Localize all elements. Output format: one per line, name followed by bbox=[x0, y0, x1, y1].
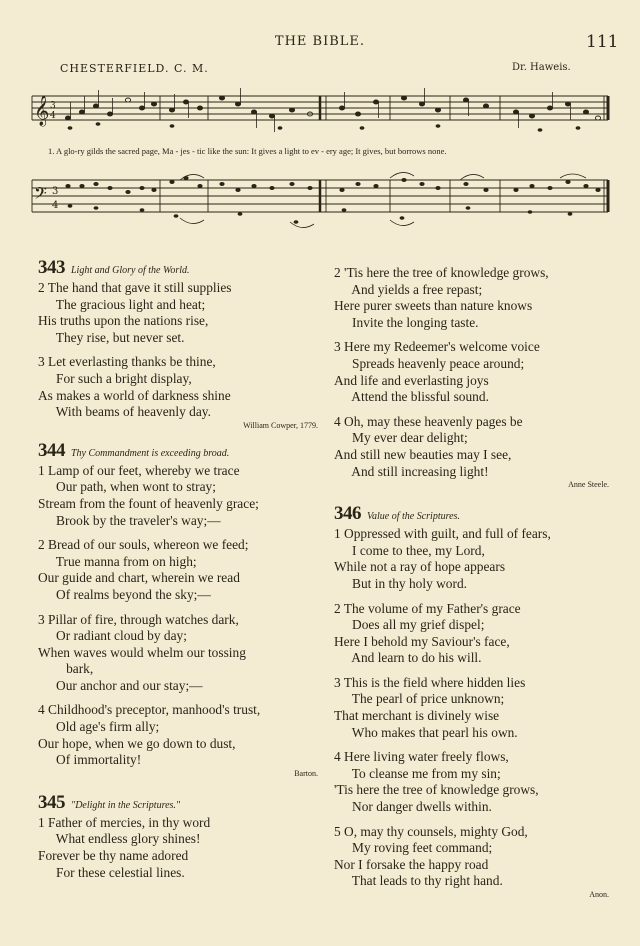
verse-line: I come to thee, my Lord, bbox=[342, 542, 485, 558]
tune-composer: Dr. Haweis. bbox=[512, 62, 571, 73]
verse-line: Nor I forsake the happy road bbox=[334, 856, 489, 872]
verse-line: They rise, but never set. bbox=[46, 329, 185, 345]
verse-line: 2 Bread of our souls, whereon we feed; bbox=[38, 537, 249, 553]
verse-line: Or radiant cloud by day; bbox=[46, 628, 187, 644]
verse-line: Here I behold my Saviour's face, bbox=[334, 633, 510, 649]
verse-line: As makes a world of darkness shine bbox=[38, 387, 231, 403]
hymn-number: 345 bbox=[38, 791, 65, 813]
verse-line: For such a bright display, bbox=[46, 370, 192, 386]
treble-staff-icon bbox=[30, 88, 615, 144]
verse-line: For these celestial lines. bbox=[46, 864, 185, 880]
verse-line: Brook by the traveler's way;— bbox=[46, 512, 221, 528]
tune-name: CHESTERFIELD. C. M. bbox=[60, 62, 209, 75]
attribution: Barton. bbox=[294, 768, 318, 778]
verse-line: True manna from on high; bbox=[46, 553, 197, 569]
stanza bbox=[334, 675, 609, 741]
verse-line: Old age's firm ally; bbox=[46, 719, 160, 735]
hymn-title: Value of the Scriptures. bbox=[367, 511, 460, 523]
hymn-number: 346 bbox=[334, 503, 361, 525]
verse-line: 3 Pillar of fire, through watches dark, bbox=[38, 611, 239, 627]
svg-text:3: 3 bbox=[50, 101, 56, 111]
hymn-number: 343 bbox=[38, 257, 65, 278]
verse-line: 4 Here living water freely flows, bbox=[334, 749, 509, 765]
hymn-number: 344 bbox=[38, 439, 65, 461]
svg-text:𝄢: 𝄢 bbox=[34, 183, 47, 207]
verse-line: His truths upon the nations rise, bbox=[38, 313, 209, 329]
stanza bbox=[334, 265, 609, 331]
hymn-title: Thy Commandment is exceeding broad. bbox=[71, 447, 230, 459]
verse-line: The pearl of price unknown; bbox=[342, 691, 505, 707]
verse-line: 3 This is the field where hidden lies bbox=[334, 674, 526, 690]
verse-line: Here purer sweets than nature knows bbox=[334, 298, 533, 314]
attribution: William Cowper, 1779. bbox=[243, 420, 318, 430]
verse-line: 1 Oppressed with guilt, and full of fears, bbox=[334, 526, 551, 542]
verse-line: That merchant is divinely wise bbox=[334, 708, 500, 724]
verse-line: 1 Lamp of our feet, whereby we trace bbox=[38, 462, 240, 478]
stanza bbox=[38, 702, 318, 768]
verse-line: Attend the blissful sound. bbox=[342, 389, 489, 405]
verse-line: The gracious light and heat; bbox=[46, 296, 206, 312]
verse-line: Our guide and chart, wherein we read bbox=[38, 570, 240, 586]
verse-line: My ever dear delight; bbox=[342, 430, 468, 446]
stanza bbox=[38, 280, 318, 346]
left-column bbox=[38, 257, 318, 881]
page-number: 111 bbox=[586, 32, 619, 52]
verse-line: Of realms beyond the sky;— bbox=[46, 586, 211, 602]
verse-line: And still increasing light! bbox=[342, 463, 489, 479]
svg-text:3: 3 bbox=[52, 186, 59, 197]
verse-line: Of immortality! bbox=[46, 752, 142, 768]
verse-line: Our path, when wont to stray; bbox=[46, 479, 216, 495]
right-column bbox=[334, 265, 609, 902]
verse-line: And life and everlasting joys bbox=[334, 372, 489, 388]
stanza bbox=[38, 463, 318, 529]
stanza bbox=[334, 824, 609, 890]
verse-line: When waves would whelm our tossing bbox=[38, 644, 246, 660]
running-title: THE BIBLE. bbox=[274, 34, 366, 49]
verse-line: Who makes that pearl his own. bbox=[342, 724, 518, 740]
verse-line: While not a ray of hope appears bbox=[334, 559, 506, 575]
verse-line: Nor danger dwells within. bbox=[342, 799, 492, 815]
verse-line: 4 Childhood's preceptor, manhood's trust, bbox=[38, 702, 261, 718]
verse-line: Invite the longing taste. bbox=[342, 314, 479, 330]
verse-line: What endless glory shines! bbox=[46, 831, 201, 847]
verse-line: My roving feet command; bbox=[342, 840, 493, 856]
stanza bbox=[38, 354, 318, 420]
verse-line: 3 Here my Redeemer's welcome voice bbox=[334, 339, 540, 355]
verse-line: With beams of heavenly day. bbox=[46, 404, 211, 420]
stanza bbox=[38, 612, 318, 695]
stanza bbox=[334, 601, 609, 667]
verse-line: 2 'Tis here the tree of knowledge grows, bbox=[334, 265, 549, 280]
verse-line: 5 O, may thy counsels, mighty God, bbox=[334, 823, 528, 839]
verse-line: To cleanse me from my sin; bbox=[342, 765, 501, 781]
hymn-title: Light and Glory of the World. bbox=[71, 265, 190, 276]
verse-line: Our anchor and our stay;— bbox=[46, 677, 203, 693]
verse-line: And still new beauties may I see, bbox=[334, 446, 512, 462]
bass-staff-icon bbox=[30, 168, 615, 238]
attribution: Anon. bbox=[589, 890, 609, 899]
svg-text:4: 4 bbox=[50, 111, 56, 121]
verse-line: Spreads heavenly peace around; bbox=[342, 355, 525, 371]
verse-line: And learn to do his will. bbox=[342, 650, 482, 666]
verse-line: 2 The hand that gave it still supplies bbox=[38, 280, 232, 295]
verse-line: Our hope, when we go down to dust, bbox=[38, 735, 236, 751]
verse-line: 2 The volume of my Father's grace bbox=[334, 600, 521, 616]
verse-line: 1 Father of mercies, in thy word bbox=[38, 814, 211, 830]
verse-line: 4 Oh, may these heavenly pages be bbox=[334, 413, 523, 429]
hymn-343-heading bbox=[38, 257, 318, 280]
stanza bbox=[38, 815, 318, 881]
stanza bbox=[334, 339, 609, 405]
stanza bbox=[334, 749, 609, 815]
hymn-346-heading bbox=[334, 503, 609, 526]
attribution: Anne Steele. bbox=[568, 480, 609, 490]
svg-text:𝄞: 𝄞 bbox=[34, 96, 50, 126]
verse-line: Forever be thy name adored bbox=[38, 848, 189, 864]
verse-line: But in thy holy word. bbox=[342, 575, 467, 591]
verse-line: Does all my grief dispel; bbox=[342, 617, 485, 633]
verse-line: That leads to thy right hand. bbox=[342, 873, 503, 889]
svg-text:4: 4 bbox=[52, 200, 59, 211]
stanza bbox=[334, 414, 609, 480]
hymn-345-heading bbox=[38, 791, 318, 815]
stanza bbox=[334, 526, 609, 592]
hymn-344-heading bbox=[38, 439, 318, 463]
verse-line: 'Tis here the tree of knowledge grows, bbox=[334, 782, 539, 798]
verse-line: bark, bbox=[46, 661, 94, 677]
verse-line: Stream from the fount of heavenly grace; bbox=[38, 495, 259, 511]
hymn-title: "Delight in the Scriptures." bbox=[71, 799, 181, 811]
verse-line: 3 Let everlasting thanks be thine, bbox=[38, 354, 216, 370]
verse-line: And yields a free repast; bbox=[342, 281, 483, 297]
stanza bbox=[38, 537, 318, 603]
tune-lyric: 1. A glo-ry gilds the sacred page, Ma - jes - tic like the sun: It gives a light to ev - ery age; It gives, but borrows none. bbox=[48, 146, 447, 156]
